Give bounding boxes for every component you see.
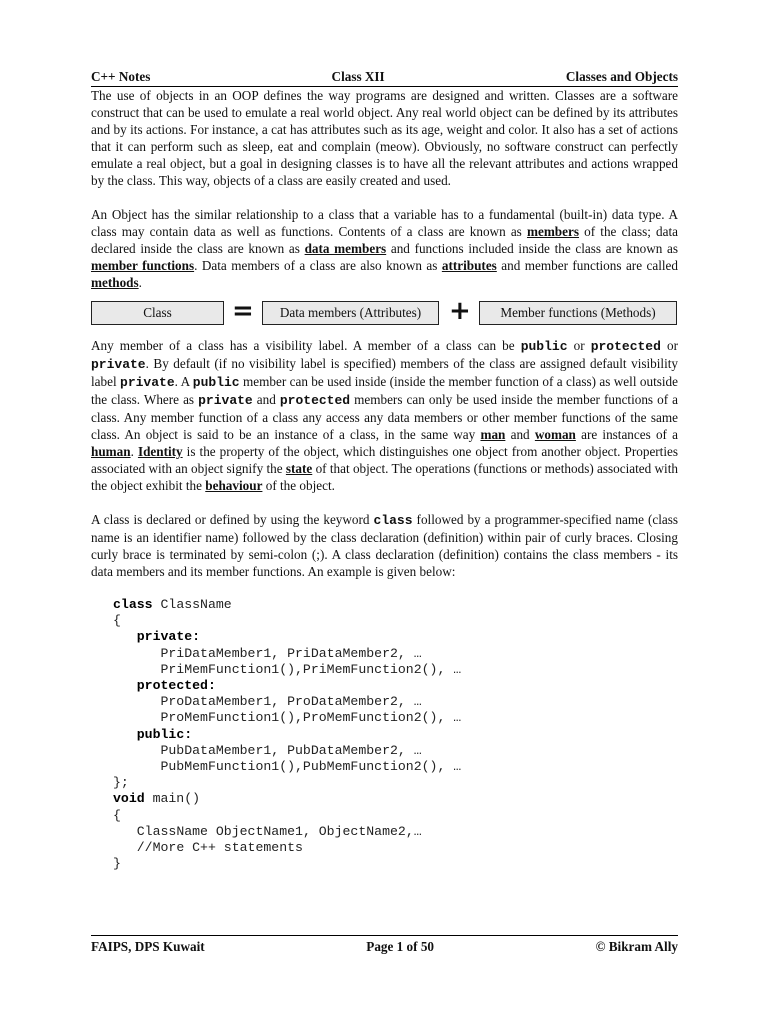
code-text: ClassName ObjectName1, ObjectName2,…: [136, 823, 422, 839]
term-state: state: [285, 461, 313, 476]
text-run: of the object.: [262, 478, 335, 493]
code-text: :: [207, 678, 216, 694]
code-line: [113, 727, 678, 743]
text-run: A class is declared or defined by using the keyword: [91, 512, 374, 527]
text-run: . A: [174, 374, 193, 389]
keyword-public: public: [520, 339, 568, 354]
code-line: [113, 759, 678, 775]
code-line: [113, 678, 678, 694]
code-line: }: [113, 856, 121, 872]
page-header: [91, 68, 678, 87]
header-center: Class XII: [331, 69, 385, 84]
term-member-functions: member functions: [91, 258, 195, 273]
page-content: [91, 68, 678, 872]
term-attributes: attributes: [441, 258, 497, 273]
text-run: and: [505, 427, 535, 442]
footer-left: FAIPS, DPS Kuwait: [91, 939, 205, 954]
keyword-private: private: [91, 357, 146, 372]
code-example: [113, 597, 678, 872]
text-run: or: [660, 338, 678, 353]
code-line: [113, 743, 678, 759]
text-run: members can only be used inside the member functions of a class. Any member function of a class any access any data members or other member functions of the same class. An object is said to be an instance of a class, in the same way: [91, 392, 678, 442]
keyword-protected: protected: [279, 393, 351, 408]
code-text: ProDataMember1, ProDataMember2, …: [160, 694, 422, 710]
code-text: main(): [144, 791, 201, 807]
code-text: :: [192, 629, 201, 645]
code-line: [113, 710, 678, 726]
code-line: [113, 629, 678, 645]
text-run: or: [567, 338, 591, 353]
text-run: of that object. The operations (functions or methods) associated with the object exhibit the: [91, 461, 678, 493]
text-run: and member functions are called: [496, 258, 678, 273]
text-run: An Object has the similar relationship to a class that a variable has to a fundamental (built-in) data type. A class may contain data as well as functions. Contents of a class are known as: [91, 207, 678, 239]
code-line: {: [113, 613, 121, 629]
code-text: PubMemFunction1(),PubMemFunction2(), …: [160, 759, 462, 775]
term-data-members: data members: [304, 241, 387, 256]
text-run: . By default (if no visibility label is specified) members of the class are assigned default visibility label: [91, 356, 678, 389]
term-human: human: [91, 444, 131, 459]
keyword-private: private: [120, 375, 175, 390]
code-line: [113, 662, 678, 678]
page-number: Page 1 of 50: [366, 939, 435, 954]
text-run: and: [252, 392, 280, 407]
diagram-data-members-box: Data members (Attributes): [262, 301, 439, 325]
text-run: .: [130, 444, 138, 459]
plus-icon: +: [449, 296, 471, 326]
text-run: are instances of a: [575, 427, 678, 442]
text-run: . Data members of a class are also known as: [194, 258, 442, 273]
text-run: .: [138, 275, 142, 290]
term-behaviour: behaviour: [205, 478, 263, 493]
diagram-class-box: Class: [91, 301, 224, 325]
code-line: [113, 840, 678, 856]
code-text: :: [184, 726, 193, 742]
text-run: of the class; data declared inside the class are known as: [91, 224, 678, 256]
code-line: [113, 597, 678, 613]
code-line: [113, 694, 678, 710]
code-line: [113, 646, 678, 662]
code-text: ClassName: [152, 597, 232, 612]
keyword-public: public: [192, 375, 240, 390]
text-run: followed by a programmer-specified name (class name is an identifier name) followed by the class declaration (definition) within pair of curly braces. Closing curly brace is terminated by semi-colon (;). A class declaration (definition) contains the class members - its data members and its member functions. An example is given below:: [91, 512, 679, 579]
code-text: ProMemFunction1(),ProMemFunction2(), …: [160, 710, 462, 726]
paragraph-intro: The use of objects in an OOP defines the way programs are designed and written. Classes are a software construct that can be used to emulate a real world object. Any real world object can be defined by its attributes and by its actions. For instance, a cat has attributes such as its age, weight and color. It also has a set of actions that it can perform such as sleep, eat and complain (meow). Obviously, no software construct can perfectly emulate a real object, but a goal in designing classes is to have all the relevant attributes and actions wrapped by the class. This way, objects of a class are easily created and used.: [91, 88, 678, 188]
term-woman: woman: [534, 427, 576, 442]
code-keyword: public: [136, 726, 185, 742]
header-left: C++ Notes: [91, 69, 151, 84]
code-keyword: private: [136, 629, 193, 645]
term-methods: methods: [91, 275, 139, 290]
paragraph-visibility: [91, 337, 678, 494]
equals-icon: =: [232, 296, 254, 326]
footer-right: © Bikram Ally: [595, 939, 678, 954]
keyword-class: class: [373, 513, 413, 528]
term-members: members: [526, 224, 579, 239]
code-keyword: void: [113, 791, 145, 807]
code-line: [113, 791, 678, 807]
text-run: Any member of a class has a visibility label. A member of a class can be: [91, 338, 521, 353]
page-footer: [91, 935, 678, 955]
keyword-protected: protected: [590, 339, 661, 354]
code-keyword: protected: [136, 678, 208, 694]
code-text: //More C++ statements: [136, 840, 303, 856]
paragraph-class-declaration: [91, 511, 678, 580]
code-text: PriDataMember1, PriDataMember2, …: [160, 645, 422, 661]
code-line: {: [113, 807, 121, 823]
code-text: PubDataMember1, PubDataMember2, …: [160, 742, 422, 758]
diagram-member-functions-box: Member functions (Methods): [479, 301, 677, 325]
term-identity: Identity: [137, 444, 183, 459]
keyword-private: private: [198, 393, 253, 408]
code-line: };: [113, 775, 129, 791]
text-run: member can be used inside (inside the member function of a class) as well outside the class. Where as: [91, 374, 678, 407]
header-right: Classes and Objects: [565, 69, 678, 84]
code-keyword: class: [113, 597, 153, 612]
code-line: [113, 824, 678, 840]
paragraph-object-definition: [91, 206, 678, 291]
class-composition-diagram: [91, 296, 678, 327]
text-run: and functions included inside the class are known as: [386, 241, 678, 256]
term-man: man: [480, 427, 506, 442]
text-run: is the property of the object, which distinguishes one object from another object. Properties associated with an object signify the: [91, 444, 678, 476]
code-text: PriMemFunction1(),PriMemFunction2(), …: [160, 661, 462, 677]
